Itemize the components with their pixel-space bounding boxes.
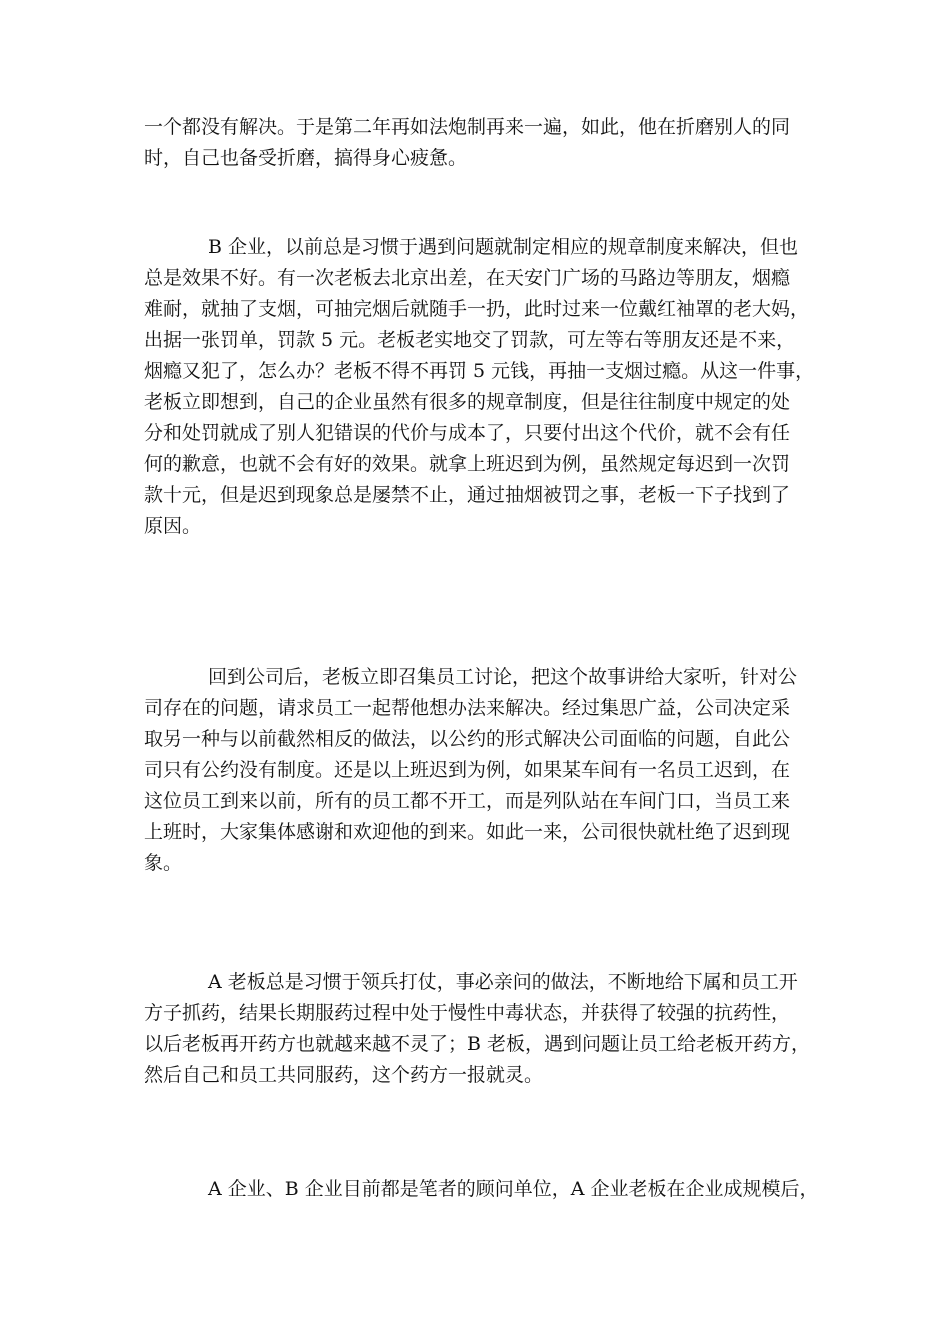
text-line: 时，自己也备受折磨，搞得身心疲惫。 xyxy=(144,147,468,169)
text-line: 司只有公约没有制度。还是以上班迟到为例，如果某车间有一名员工迟到，在 xyxy=(144,759,791,781)
text-line: 象。 xyxy=(144,852,183,874)
text-line: 出据一张罚单，罚款 5 元。老板老实地交了罚款，可左等右等朋友还是不来， xyxy=(144,329,796,351)
text-line: A 老板总是习惯于领兵打仗，事必亲问的做法，不断地给下属和员工开 xyxy=(208,971,798,993)
paragraph-4 xyxy=(144,967,810,1091)
text-line: 款十元，但是迟到现象总是屡禁不止，通过抽烟被罚之事，老板一下子找到了 xyxy=(144,484,791,506)
text-line: 上班时，大家集体感谢和欢迎他的到来。如此一来，公司很快就杜绝了迟到现 xyxy=(144,821,791,843)
text-line: 以后老板再开药方也就越来越不灵了；B 老板，遇到问题让员工给老板开药方， xyxy=(144,1033,811,1055)
text-line: 然后自己和员工共同服药，这个药方一报就灵。 xyxy=(144,1064,544,1086)
text-line: B 企业，以前总是习惯于遇到问题就制定相应的规章制度来解决，但也 xyxy=(208,236,799,258)
text-line: 总是效果不好。有一次老板去北京出差，在天安门广场的马路边等朋友，烟瘾 xyxy=(144,267,791,289)
text-line: 难耐，就抽了支烟，可抽完烟后就随手一扔，此时过来一位戴红袖罩的老大妈， xyxy=(144,298,810,320)
text-line: 司存在的问题，请求员工一起帮他想办法来解决。经过集思广益，公司决定采 xyxy=(144,697,791,719)
text-line: 老板立即想到，自己的企业虽然有很多的规章制度，但是往往制度中规定的处 xyxy=(144,391,791,413)
paragraph-5 xyxy=(144,1174,819,1205)
text-line: 分和处罚就成了别人犯错误的代价与成本了，只要付出这个代价，就不会有任 xyxy=(144,422,791,444)
text-line: 这位员工到来以前，所有的员工都不开工，而是列队站在车间门口，当员工来 xyxy=(144,790,791,812)
text-line: 方子抓药，结果长期服药过程中处于慢性中毒状态，并获得了较强的抗药性， xyxy=(144,1002,791,1024)
text-line: A 企业、B 企业目前都是笔者的顾问单位，A 企业老板在企业成规模后， xyxy=(208,1178,819,1200)
text-line: 原因。 xyxy=(144,515,202,537)
text-line: 取另一种与以前截然相反的做法，以公约的形式解决公司面临的问题，自此公 xyxy=(144,728,791,750)
text-line: 何的歉意，也就不会有好的效果。就拿上班迟到为例，虽然规定每迟到一次罚 xyxy=(144,453,791,475)
text-line: 回到公司后，老板立即召集员工讨论，把这个故事讲给大家听，针对公 xyxy=(208,666,798,688)
paragraph-1 xyxy=(144,112,790,174)
paragraph-2 xyxy=(144,232,814,542)
text-line: 烟瘾又犯了，怎么办？老板不得不再罚 5 元钱，再抽一支烟过瘾。从这一件事， xyxy=(144,360,815,382)
text-line: 一个都没有解决。于是第二年再如法炮制再来一遍，如此，他在折磨别人的同 xyxy=(144,116,791,138)
paragraph-3 xyxy=(144,662,797,879)
